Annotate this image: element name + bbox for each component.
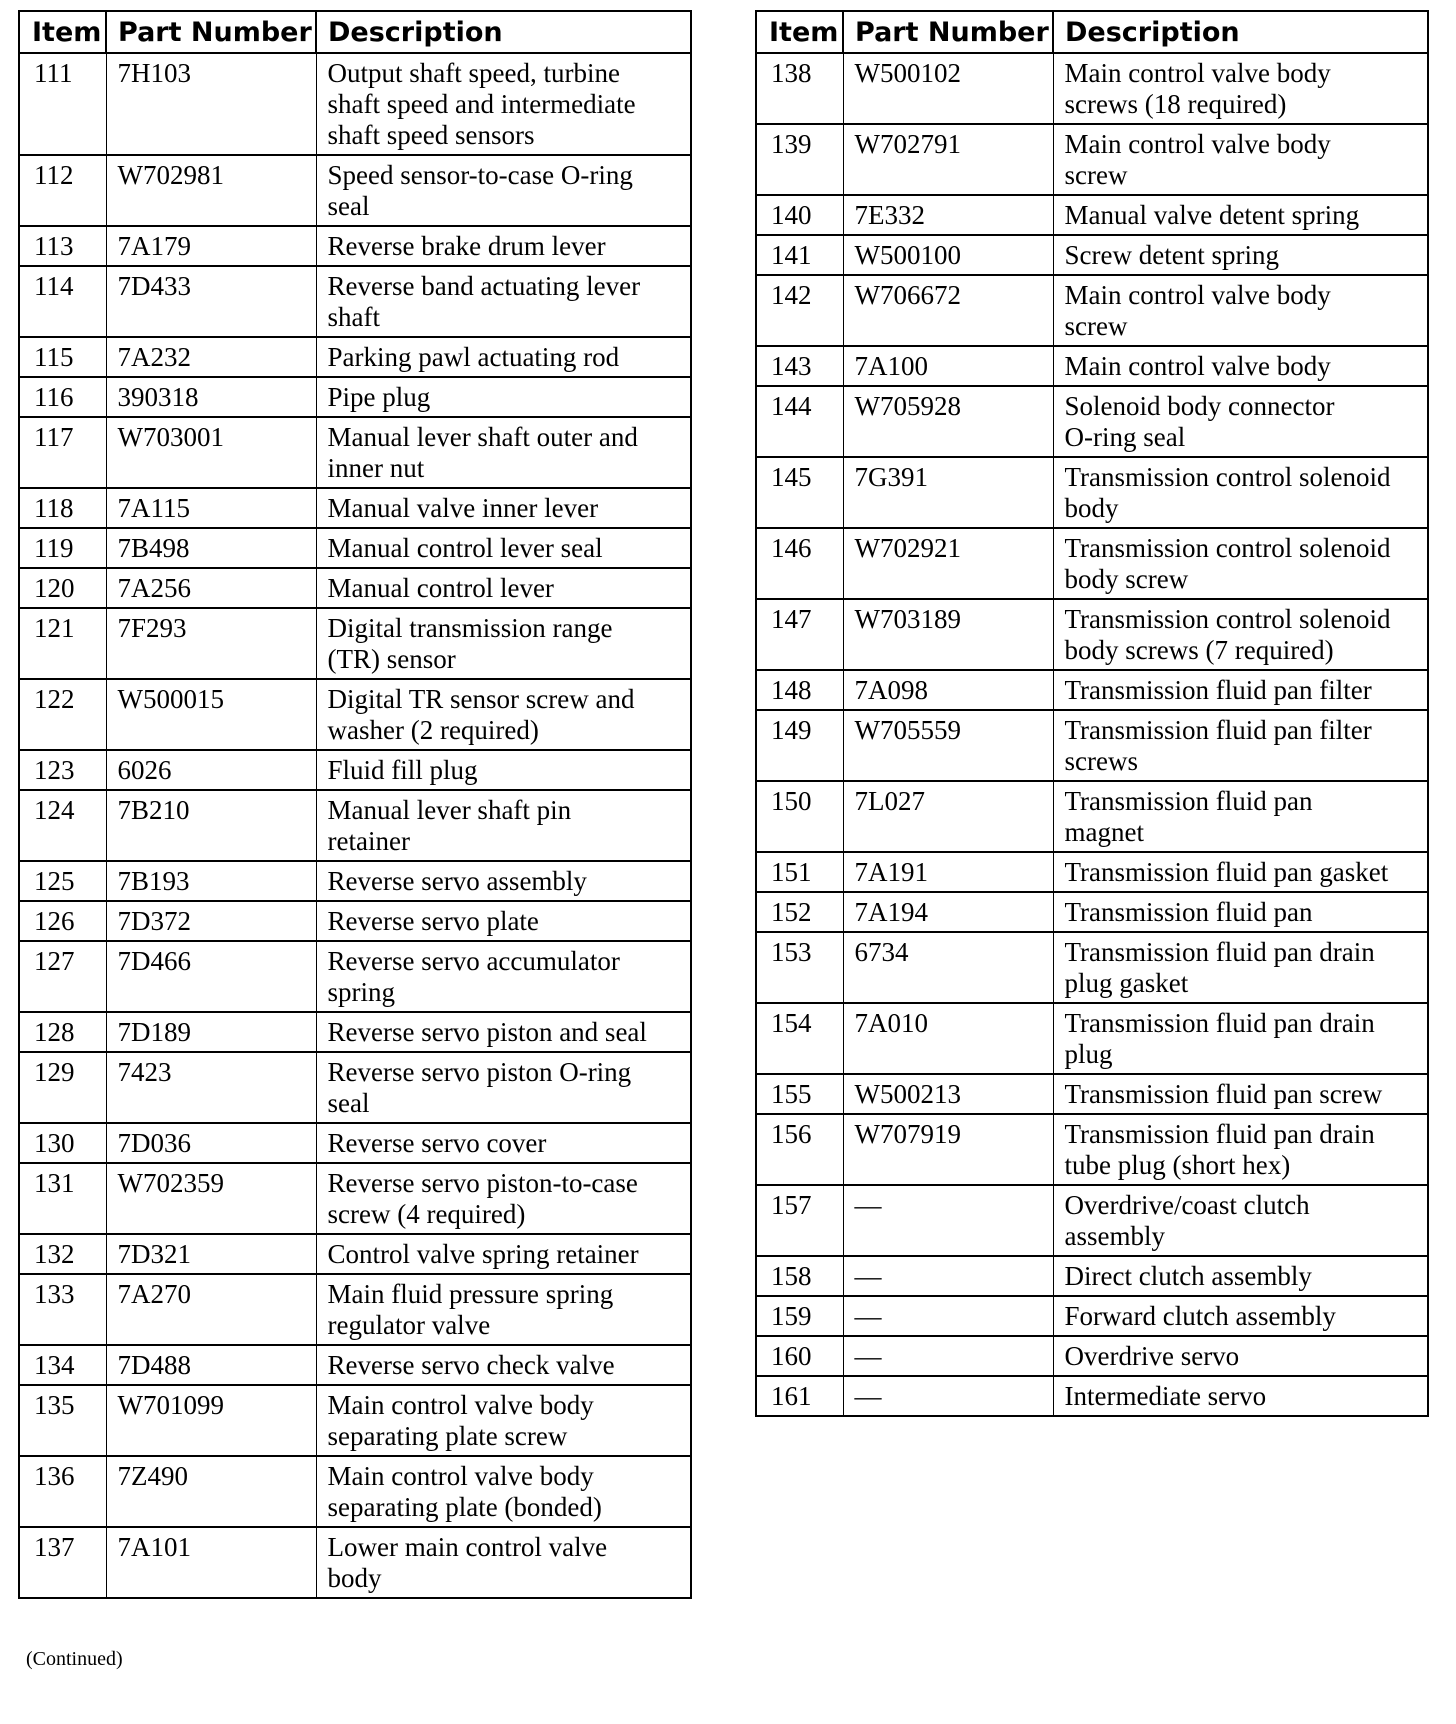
item-number: 147 xyxy=(756,599,843,670)
part-number: W703189 xyxy=(843,599,1053,670)
part-number: 7D189 xyxy=(106,1012,316,1052)
header-description: Description xyxy=(1053,11,1428,53)
item-number: 126 xyxy=(19,901,106,941)
item-number: 116 xyxy=(19,377,106,417)
parts-table-left-body xyxy=(19,53,691,1598)
item-number: 117 xyxy=(19,417,106,488)
part-number: 7E332 xyxy=(843,195,1053,235)
item-number: 157 xyxy=(756,1185,843,1256)
table-row xyxy=(19,941,691,1012)
part-number: 7A179 xyxy=(106,226,316,266)
part-description: Main fluid pressure spring regulator valve xyxy=(316,1274,691,1345)
part-number: — xyxy=(843,1185,1053,1256)
part-description: Speed sensor-to-case O-ring seal xyxy=(316,155,691,226)
table-row xyxy=(756,710,1428,781)
table-row xyxy=(756,275,1428,346)
item-number: 150 xyxy=(756,781,843,852)
part-number: 6734 xyxy=(843,932,1053,1003)
part-description: Overdrive servo xyxy=(1053,1336,1428,1376)
part-description: Reverse servo cover xyxy=(316,1123,691,1163)
part-description: Fluid fill plug xyxy=(316,750,691,790)
table-row xyxy=(19,1123,691,1163)
part-number: W705559 xyxy=(843,710,1053,781)
table-row xyxy=(756,1376,1428,1416)
item-number: 141 xyxy=(756,235,843,275)
part-number: 7A115 xyxy=(106,488,316,528)
header-row xyxy=(19,11,691,53)
part-number: 390318 xyxy=(106,377,316,417)
part-description: Transmission control solenoid body screw xyxy=(1053,528,1428,599)
item-number: 129 xyxy=(19,1052,106,1123)
continued-note: (Continued) xyxy=(26,1648,123,1670)
item-number: 152 xyxy=(756,892,843,932)
part-description: Reverse servo check valve xyxy=(316,1345,691,1385)
item-number: 123 xyxy=(19,750,106,790)
parts-table-left xyxy=(18,10,692,1599)
table-row xyxy=(19,1012,691,1052)
table-row xyxy=(19,901,691,941)
item-number: 113 xyxy=(19,226,106,266)
table-row xyxy=(19,488,691,528)
item-number: 139 xyxy=(756,124,843,195)
table-row xyxy=(19,679,691,750)
item-number: 143 xyxy=(756,346,843,386)
table-row xyxy=(19,266,691,337)
part-description: Main control valve body screws (18 required) xyxy=(1053,53,1428,124)
table-row xyxy=(756,781,1428,852)
item-number: 124 xyxy=(19,790,106,861)
item-number: 138 xyxy=(756,53,843,124)
item-number: 151 xyxy=(756,852,843,892)
part-description: Reverse band actuating lever shaft xyxy=(316,266,691,337)
part-description: Control valve spring retainer xyxy=(316,1234,691,1274)
part-description: Transmission fluid pan screw xyxy=(1053,1074,1428,1114)
part-number: W702791 xyxy=(843,124,1053,195)
part-description: Reverse servo plate xyxy=(316,901,691,941)
part-number: W702981 xyxy=(106,155,316,226)
table-row xyxy=(19,53,691,155)
part-description: Solenoid body connector O-ring seal xyxy=(1053,386,1428,457)
part-description: Main control valve body separating plate (bonded) xyxy=(316,1456,691,1527)
table-row xyxy=(756,195,1428,235)
part-number: 7A100 xyxy=(843,346,1053,386)
part-number: 7D321 xyxy=(106,1234,316,1274)
part-number: 7B210 xyxy=(106,790,316,861)
item-number: 158 xyxy=(756,1256,843,1296)
table-row xyxy=(19,226,691,266)
table-row xyxy=(756,235,1428,275)
table-row xyxy=(756,1185,1428,1256)
part-description: Transmission fluid pan xyxy=(1053,892,1428,932)
table-row xyxy=(19,528,691,568)
item-number: 118 xyxy=(19,488,106,528)
part-number: 7A010 xyxy=(843,1003,1053,1074)
part-number: 7A270 xyxy=(106,1274,316,1345)
part-description: Screw detent spring xyxy=(1053,235,1428,275)
part-description: Reverse servo piston and seal xyxy=(316,1012,691,1052)
parts-table-right xyxy=(755,10,1429,1417)
item-number: 133 xyxy=(19,1274,106,1345)
item-number: 144 xyxy=(756,386,843,457)
part-description: Manual valve inner lever xyxy=(316,488,691,528)
item-number: 114 xyxy=(19,266,106,337)
part-description: Digital TR sensor screw and washer (2 required) xyxy=(316,679,691,750)
part-description: Transmission fluid pan filter xyxy=(1053,670,1428,710)
part-number: 7A098 xyxy=(843,670,1053,710)
part-description: Digital transmission range (TR) sensor xyxy=(316,608,691,679)
part-number: 7A232 xyxy=(106,337,316,377)
item-number: 125 xyxy=(19,861,106,901)
table-row xyxy=(19,337,691,377)
part-description: Reverse servo piston O-ring seal xyxy=(316,1052,691,1123)
part-description: Transmission fluid pan drain plug xyxy=(1053,1003,1428,1074)
part-description: Lower main control valve body xyxy=(316,1527,691,1598)
item-number: 131 xyxy=(19,1163,106,1234)
table-row xyxy=(19,1345,691,1385)
part-number: 7D488 xyxy=(106,1345,316,1385)
part-number: 7F293 xyxy=(106,608,316,679)
part-number: 7D433 xyxy=(106,266,316,337)
item-number: 145 xyxy=(756,457,843,528)
part-description: Direct clutch assembly xyxy=(1053,1256,1428,1296)
item-number: 156 xyxy=(756,1114,843,1185)
item-number: 128 xyxy=(19,1012,106,1052)
item-number: 134 xyxy=(19,1345,106,1385)
table-row xyxy=(19,1527,691,1598)
part-description: Forward clutch assembly xyxy=(1053,1296,1428,1336)
table-row xyxy=(756,1256,1428,1296)
part-number: W701099 xyxy=(106,1385,316,1456)
part-description: Pipe plug xyxy=(316,377,691,417)
item-number: 155 xyxy=(756,1074,843,1114)
part-number: W702359 xyxy=(106,1163,316,1234)
part-description: Intermediate servo xyxy=(1053,1376,1428,1416)
part-number: 7D036 xyxy=(106,1123,316,1163)
item-number: 146 xyxy=(756,528,843,599)
part-description: Transmission fluid pan drain plug gasket xyxy=(1053,932,1428,1003)
table-row xyxy=(756,892,1428,932)
part-description: Manual control lever seal xyxy=(316,528,691,568)
part-description: Parking pawl actuating rod xyxy=(316,337,691,377)
part-number: — xyxy=(843,1376,1053,1416)
part-description: Transmission fluid pan filter screws xyxy=(1053,710,1428,781)
item-number: 136 xyxy=(19,1456,106,1527)
table-row xyxy=(756,386,1428,457)
table-row xyxy=(19,1234,691,1274)
part-number: 7L027 xyxy=(843,781,1053,852)
table-row xyxy=(756,599,1428,670)
table-row xyxy=(756,457,1428,528)
part-number: 7B193 xyxy=(106,861,316,901)
part-description: Reverse brake drum lever xyxy=(316,226,691,266)
part-number: 7Z490 xyxy=(106,1456,316,1527)
part-number: W500015 xyxy=(106,679,316,750)
part-number: 7D372 xyxy=(106,901,316,941)
table-row xyxy=(756,1003,1428,1074)
table-row xyxy=(756,53,1428,124)
table-row xyxy=(19,750,691,790)
part-number: 7A256 xyxy=(106,568,316,608)
part-description: Reverse servo accumulator spring xyxy=(316,941,691,1012)
item-number: 112 xyxy=(19,155,106,226)
part-description: Reverse servo piston-to-case screw (4 required) xyxy=(316,1163,691,1234)
item-number: 159 xyxy=(756,1296,843,1336)
item-number: 121 xyxy=(19,608,106,679)
parts-table-right-body xyxy=(756,53,1428,1416)
table-row xyxy=(19,1163,691,1234)
table-row xyxy=(19,155,691,226)
part-number: W707919 xyxy=(843,1114,1053,1185)
item-number: 111 xyxy=(19,53,106,155)
part-number: 6026 xyxy=(106,750,316,790)
table-row xyxy=(19,1274,691,1345)
part-number: — xyxy=(843,1256,1053,1296)
item-number: 120 xyxy=(19,568,106,608)
header-part-number: Part Number xyxy=(106,11,316,53)
table-row xyxy=(19,861,691,901)
item-number: 127 xyxy=(19,941,106,1012)
item-number: 130 xyxy=(19,1123,106,1163)
part-description: Manual lever shaft outer and inner nut xyxy=(316,417,691,488)
table-row xyxy=(19,568,691,608)
part-description: Output shaft speed, turbine shaft speed and intermediate shaft speed sensors xyxy=(316,53,691,155)
part-number: 7423 xyxy=(106,1052,316,1123)
item-number: 119 xyxy=(19,528,106,568)
part-number: W703001 xyxy=(106,417,316,488)
table-row xyxy=(756,1074,1428,1114)
part-description: Transmission fluid pan gasket xyxy=(1053,852,1428,892)
table-row xyxy=(19,790,691,861)
item-number: 153 xyxy=(756,932,843,1003)
header-part-number: Part Number xyxy=(843,11,1053,53)
table-row xyxy=(756,124,1428,195)
header-row xyxy=(756,11,1428,53)
part-description: Main control valve body separating plate screw xyxy=(316,1385,691,1456)
part-number: W500213 xyxy=(843,1074,1053,1114)
part-number: 7H103 xyxy=(106,53,316,155)
part-number: W500102 xyxy=(843,53,1053,124)
part-description: Transmission fluid pan magnet xyxy=(1053,781,1428,852)
part-description: Transmission fluid pan drain tube plug (short hex) xyxy=(1053,1114,1428,1185)
part-number: W702921 xyxy=(843,528,1053,599)
part-description: Manual control lever xyxy=(316,568,691,608)
table-row xyxy=(19,377,691,417)
part-description: Transmission control solenoid body xyxy=(1053,457,1428,528)
item-number: 140 xyxy=(756,195,843,235)
table-row xyxy=(756,1336,1428,1376)
item-number: 148 xyxy=(756,670,843,710)
table-row xyxy=(19,417,691,488)
table-row xyxy=(19,608,691,679)
table-row xyxy=(756,346,1428,386)
part-description: Main control valve body screw xyxy=(1053,275,1428,346)
part-number: 7D466 xyxy=(106,941,316,1012)
table-row xyxy=(19,1456,691,1527)
part-number: 7A101 xyxy=(106,1527,316,1598)
item-number: 137 xyxy=(19,1527,106,1598)
table-row xyxy=(756,932,1428,1003)
item-number: 115 xyxy=(19,337,106,377)
table-row xyxy=(756,852,1428,892)
part-description: Manual lever shaft pin retainer xyxy=(316,790,691,861)
part-number: W705928 xyxy=(843,386,1053,457)
item-number: 132 xyxy=(19,1234,106,1274)
table-row xyxy=(19,1052,691,1123)
table-row xyxy=(756,528,1428,599)
part-description: Overdrive/coast clutch assembly xyxy=(1053,1185,1428,1256)
header-item: Item xyxy=(19,11,106,53)
item-number: 154 xyxy=(756,1003,843,1074)
table-row xyxy=(19,1385,691,1456)
part-number: — xyxy=(843,1296,1053,1336)
part-description: Transmission control solenoid body screws (7 required) xyxy=(1053,599,1428,670)
part-number: 7B498 xyxy=(106,528,316,568)
table-row xyxy=(756,1114,1428,1185)
item-number: 149 xyxy=(756,710,843,781)
part-description: Main control valve body xyxy=(1053,346,1428,386)
part-description: Reverse servo assembly xyxy=(316,861,691,901)
item-number: 160 xyxy=(756,1336,843,1376)
header-description: Description xyxy=(316,11,691,53)
part-description: Main control valve body screw xyxy=(1053,124,1428,195)
part-number: 7A194 xyxy=(843,892,1053,932)
header-item: Item xyxy=(756,11,843,53)
item-number: 122 xyxy=(19,679,106,750)
item-number: 161 xyxy=(756,1376,843,1416)
part-number: — xyxy=(843,1336,1053,1376)
part-number: 7A191 xyxy=(843,852,1053,892)
table-row xyxy=(756,1296,1428,1336)
table-row xyxy=(756,670,1428,710)
part-number: 7G391 xyxy=(843,457,1053,528)
part-number: W706672 xyxy=(843,275,1053,346)
part-description: Manual valve detent spring xyxy=(1053,195,1428,235)
item-number: 142 xyxy=(756,275,843,346)
part-number: W500100 xyxy=(843,235,1053,275)
item-number: 135 xyxy=(19,1385,106,1456)
